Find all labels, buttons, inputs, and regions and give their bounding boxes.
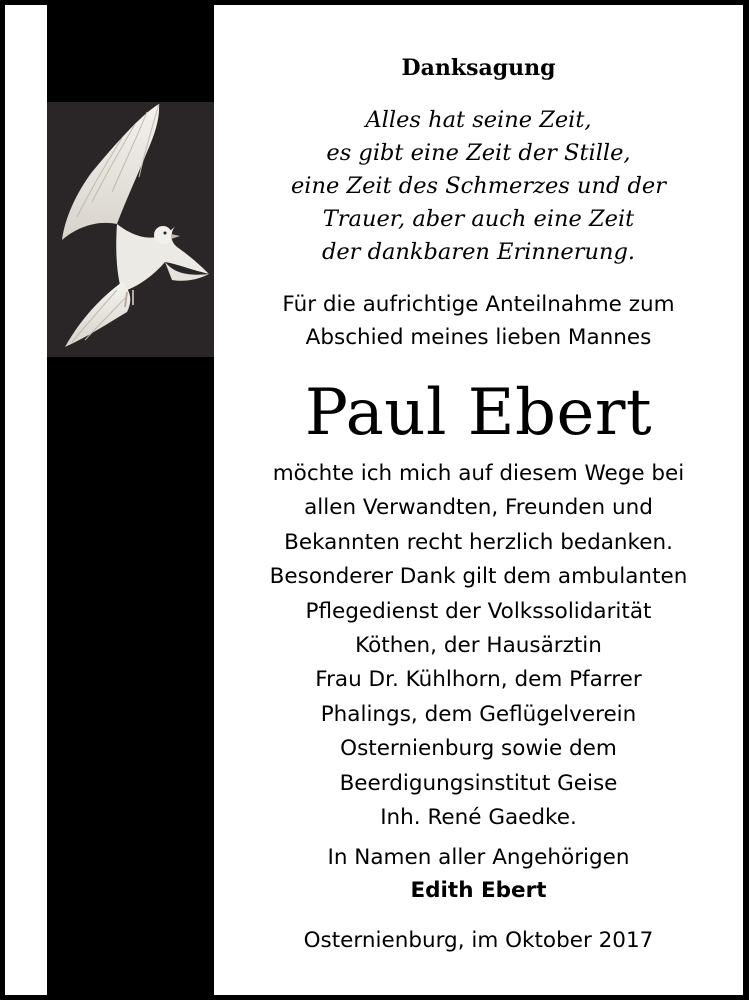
closing-line: In Namen aller Angehörigen: [327, 845, 630, 870]
thanks-line: Köthen, der Hausärztin: [355, 633, 602, 659]
signer-name: Edith Ebert: [410, 878, 547, 903]
poem-line: Trauer, aber auch eine Zeit: [322, 206, 635, 232]
intro-text: [214, 288, 743, 354]
intro-line: Für die aufrichtige Anteilnahme zum: [282, 292, 675, 317]
thanks-line: Inh. René Gaedke.: [380, 805, 577, 831]
thanks-line: allen Verwandten, Freunden und: [304, 495, 653, 521]
thanks-text: [214, 457, 743, 835]
deceased-name: Paul Ebert: [304, 376, 653, 450]
notice-content: [214, 5, 743, 995]
closing: [214, 841, 743, 907]
place-date: Osternienburg, im Oktober 2017: [303, 928, 654, 953]
poem-line: eine Zeit des Schmerzes und der: [290, 173, 667, 199]
thanks-line: Osternienburg sowie dem: [340, 736, 617, 762]
dove-image: [47, 102, 214, 357]
poem: [214, 104, 743, 269]
poem-line: Alles hat seine Zeit,: [365, 107, 592, 133]
thanks-line: möchte ich mich auf diesem Wege bei: [272, 461, 685, 486]
thanks-line: Besonderer Dank gilt dem ambulanten: [269, 564, 688, 590]
intro-line: Abschied meines lieben Mannes: [305, 325, 652, 350]
dove-icon: [47, 102, 214, 357]
thanks-line: Bekannten recht herzlich bedanken.: [284, 529, 673, 555]
notice-heading: Danksagung: [401, 55, 556, 81]
thanks-line: Frau Dr. Kühlhorn, dem Pfarrer: [315, 667, 642, 693]
thanks-line: Pflegedienst der Volkssolidarität: [305, 598, 652, 624]
left-margin-strip: [5, 5, 47, 995]
thanks-line: Phalings, dem Geflügelverein: [320, 701, 637, 727]
thanks-line: Beerdigungsinstitut Geise: [339, 770, 618, 796]
poem-line: es gibt eine Zeit der Stille,: [326, 140, 631, 166]
poem-line: der dankbaren Erinnerung.: [321, 239, 636, 265]
